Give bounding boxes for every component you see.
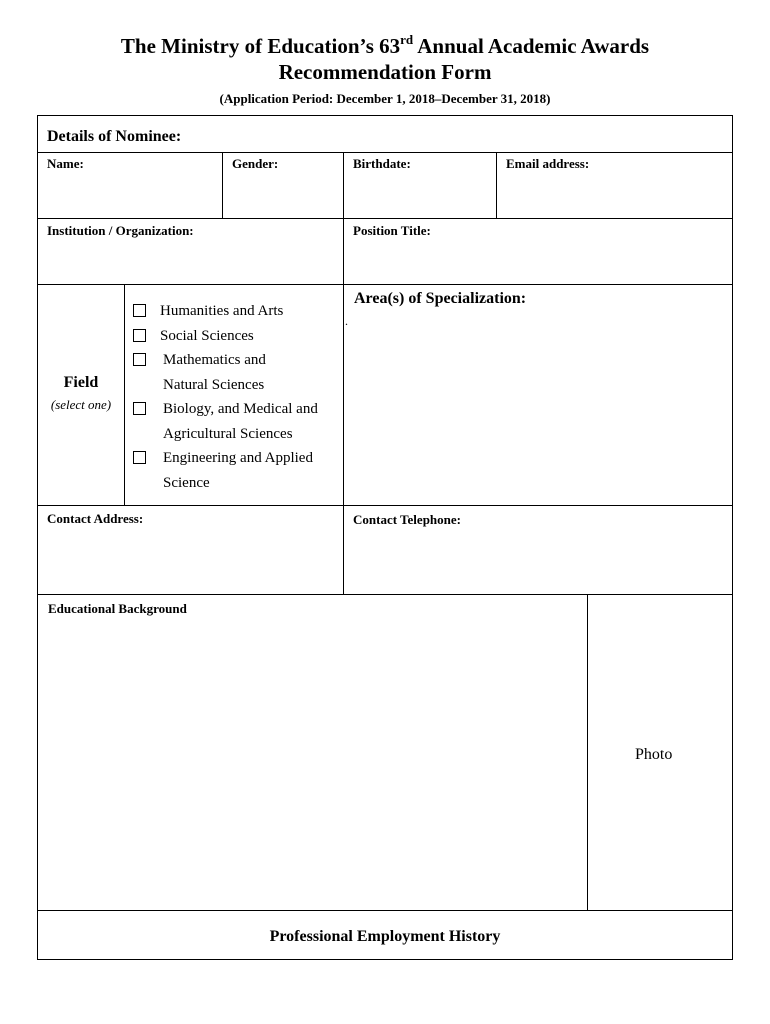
field-option-biology-cont: Agricultural Sciences: [163, 425, 293, 442]
birthdate-label: Birthdate:: [353, 156, 411, 171]
checkbox-icon[interactable]: [133, 353, 146, 366]
col-divider: [496, 152, 497, 218]
row-divider: [38, 218, 732, 219]
col-divider: [587, 594, 588, 910]
field-options: [133, 299, 318, 495]
row-divider: [38, 910, 732, 911]
checkbox-icon[interactable]: [133, 451, 146, 464]
specialization-mark: .: [345, 314, 348, 328]
gender-label: Gender:: [232, 156, 279, 171]
field-select-note: (select one): [50, 397, 112, 412]
checkbox-icon[interactable]: [133, 304, 146, 317]
field-option-mathematics[interactable]: Mathematics and: [133, 348, 318, 373]
field-option-humanities[interactable]: Humanities and Arts: [133, 299, 318, 324]
row-divider: [38, 284, 732, 285]
nominee-details-table: [37, 115, 733, 960]
checkbox-icon[interactable]: [133, 329, 146, 342]
form-title-line1: The Ministry of Education’s 63rd Annual Academic Awards: [120, 32, 650, 58]
employment-history-label: Professional Employment History: [269, 928, 501, 945]
name-label: Name:: [47, 156, 84, 171]
application-period: (Application Period: December 1, 2018–December 31, 2018): [219, 91, 551, 106]
row-divider: [38, 152, 732, 153]
field-label: Field: [63, 374, 99, 391]
field-option-mathematics-cont: Natural Sciences: [163, 376, 265, 393]
section-title: Details of Nominee:: [47, 128, 182, 145]
field-option-engineering-cont: Science: [163, 474, 210, 491]
field-heading: [38, 372, 124, 416]
col-divider: [343, 152, 344, 594]
photo-placeholder: Photo: [635, 746, 673, 763]
field-option-engineering[interactable]: Engineering and Applied: [133, 446, 318, 471]
row-divider: [38, 505, 732, 506]
institution-label: Institution / Organization:: [47, 223, 194, 238]
checkbox-icon[interactable]: [133, 402, 146, 415]
email-label: Email address:: [506, 156, 590, 171]
education-label: Educational Background: [48, 601, 187, 616]
field-option-biology[interactable]: Biology, and Medical and: [133, 397, 318, 422]
form-title-line2: Recommendation Form: [278, 60, 492, 84]
position-label: Position Title:: [353, 223, 431, 238]
field-option-social-sciences[interactable]: Social Sciences: [133, 324, 318, 349]
col-divider: [222, 152, 223, 218]
contact-address-label: Contact Address:: [47, 511, 144, 526]
row-divider: [38, 594, 732, 595]
col-divider: [124, 284, 125, 505]
contact-telephone-label: Contact Telephone:: [353, 512, 461, 527]
specialization-label: Area(s) of Specialization:: [354, 290, 527, 307]
